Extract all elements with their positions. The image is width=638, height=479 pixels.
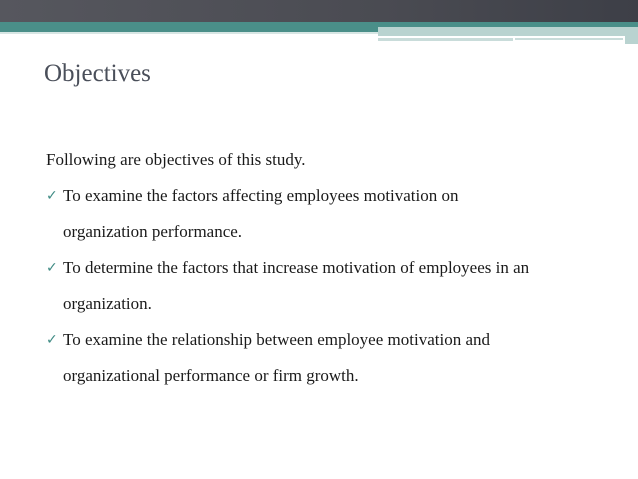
objectives-list [46, 178, 626, 394]
list-item [46, 250, 626, 322]
checkmark-icon: ✓ [46, 332, 58, 348]
objective-text-line: organizational performance or firm growth. [63, 366, 359, 385]
objective-text-line: To examine the factors affecting employees motivation on [63, 186, 459, 205]
intro-text: Following are objectives of this study. [46, 150, 306, 169]
objective-text-line: To examine the relationship between employee motivation and [63, 330, 490, 349]
header-stripe [0, 32, 378, 34]
slide-title: Objectives [44, 60, 151, 87]
objective-text-line: To determine the factors that increase motivation of employees in an [63, 258, 530, 277]
header-stripe [378, 38, 513, 41]
slide-body [46, 142, 626, 394]
list-item [46, 178, 626, 250]
header-band-dark [0, 0, 638, 22]
objective-text-line: organization. [63, 294, 152, 313]
list-item [46, 322, 626, 394]
checkmark-icon: ✓ [46, 188, 58, 204]
header-stripe [625, 34, 638, 44]
checkmark-icon: ✓ [46, 260, 58, 276]
header-stripe [515, 38, 623, 40]
objective-text-line: organization performance. [63, 222, 243, 241]
header-band-teal-light [378, 27, 638, 36]
